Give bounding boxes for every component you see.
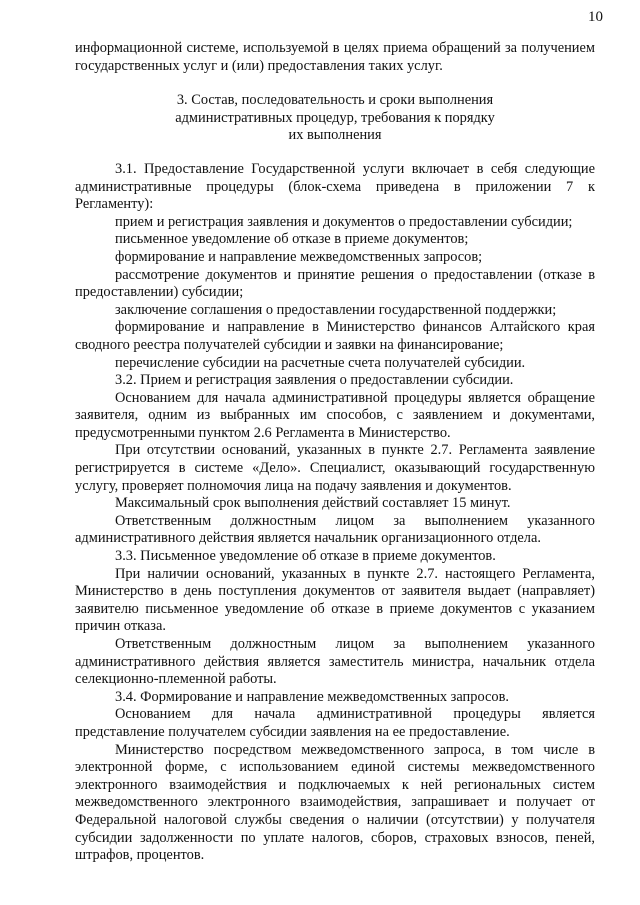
paragraph: При наличии оснований, указанных в пункте 2.7. настоящего Регламента, Министерство в день поступления документов от заявителя выдает (направляет) заявителю письменное уведомление об отказе в приеме документов с указанием причин отказа. [75,565,595,635]
section-heading [75,92,595,145]
list-item-procedure: заключение соглашения о предоставлении государственной поддержки; [115,301,557,318]
paragraph: Основанием для начала административной процедуры является обращение заявителя, одним из выбранных им способов, с заявлением и документами, предусмотренными пунктом 2.6 Регламента в Министерство. [75,389,595,441]
paragraph: Ответственным должностным лицом за выполнением указанного административного действия является заместитель министра, начальник отдела селекционно-племенной работы. [75,636,595,688]
paragraph-continuation: информационной системе, используемой в целях приема обращений за получением государственных услуг и (или) предоставления таких услуг. [75,40,595,74]
paragraph: Министерство посредством межведомственного запроса, в том числе в электронной форме, с использованием единой системы межведомственного электронного взаимодействия и подключаемых к ней региональных систем межведомственного электронного взаимодействия, запрашивает и получает от Федеральной налоговой службы сведения о наличии (отсутствии) у получателя субсидии задолженности по уплате налогов, сборов, страховых взносов, пеней, штрафов, процентов. [75,741,595,864]
list-item-procedure: прием и регистрация заявления и документов о предоставлении субсидии; [115,213,573,230]
list-item-procedure: рассмотрение документов и принятие решения о предоставлении (отказе в предоставлении) субсидии; [75,266,595,301]
list-item-procedure: письменное уведомление об отказе в приеме документов; [115,231,469,248]
section-heading-line: 3. Состав, последовательность и сроки выполнения [176,92,494,109]
paragraph-3-1: 3.1. Предоставление Государственной услуги включает в себя следующие административные процедуры (блок-схема приведена в приложении 7 к Регламенту): [75,160,595,213]
subsection-3-2-title: 3.2. Прием и регистрация заявления о предоставлении субсидии. [115,372,514,389]
section-heading-line: их выполнения [288,127,382,144]
section-heading-line: административных процедур, требования к порядку [175,109,495,126]
paragraph: Максимальный срок выполнения действий составляет 15 минут. [115,495,511,512]
page-number: 10 [588,9,603,25]
subsection-3-4-title: 3.4. Формирование и направление межведомственных запросов. [115,688,509,705]
list-item-procedure: формирование и направление в Министерство финансов Алтайского края сводного реестра получателей субсидии и заявки на финансирование; [75,319,595,353]
list-item-procedure: перечисление субсидии на расчетные счета получателей субсидии. [115,354,526,371]
list-item-procedure: формирование и направление межведомственных запросов; [115,248,483,265]
document-body [75,40,595,865]
subsection-3-3-title: 3.3. Письменное уведомление об отказе в приеме документов. [115,548,496,565]
paragraph: При отсутствии оснований, указанных в пункте 2.7. Регламента заявление регистрируется в системе «Дело». Специалист, оказывающий государственную услугу, проверяет полномочия лица на подачу заявления и документов. [75,442,595,494]
paragraph: Ответственным должностным лицом за выполнением указанного административного действия является начальник организационного отдела. [75,512,595,547]
paragraph: Основанием для начала административной процедуры является представление получателем субсидии заявления на ее предоставление. [75,706,595,740]
